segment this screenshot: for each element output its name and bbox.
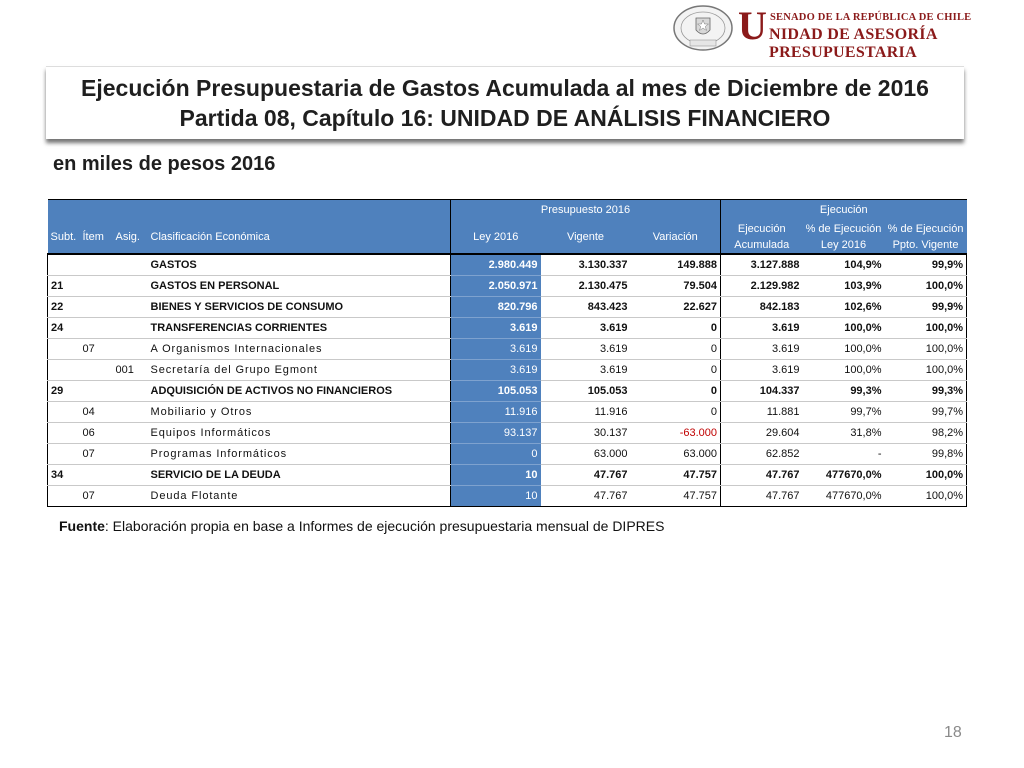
- cell-subt: [48, 360, 80, 381]
- table-row: [48, 318, 967, 339]
- budget-table-wrap: [47, 199, 966, 507]
- cell-desc: Deuda Flotante: [148, 486, 451, 507]
- cell-vigente: 2.130.475: [541, 276, 631, 297]
- page-title: Ejecución Presupuestaria de Gastos Acumulada al mes de Diciembre de 2016: [81, 75, 929, 101]
- table-row: [48, 423, 967, 444]
- col-header-pct-vig-l1: % de Ejecución: [887, 222, 964, 235]
- cell-ley: 3.619: [451, 360, 541, 381]
- cell-variacion: 47.757: [631, 486, 721, 507]
- cell-subt: 29: [48, 381, 80, 402]
- col-header-ejec-acum: [721, 220, 803, 254]
- title-box: [46, 66, 964, 139]
- cell-desc: Mobiliario y Otros: [148, 402, 451, 423]
- cell-pct-ley: 31,8%: [803, 423, 885, 444]
- cell-pct-ley: 100,0%: [803, 360, 885, 381]
- cell-asig: [113, 486, 148, 507]
- col-header-pct-vig: [885, 220, 967, 254]
- cell-pct-ley: 99,3%: [803, 381, 885, 402]
- cell-pct-vig: 100,0%: [885, 465, 967, 486]
- cell-variacion: 0: [631, 402, 721, 423]
- cell-variacion: 0: [631, 381, 721, 402]
- cell-asig: [113, 254, 148, 276]
- cell-vigente: 3.619: [541, 360, 631, 381]
- cell-ley: 93.137: [451, 423, 541, 444]
- table-row: [48, 254, 967, 276]
- col-header-item: Ítem: [80, 220, 113, 254]
- cell-ley: 11.916: [451, 402, 541, 423]
- cell-asig: [113, 297, 148, 318]
- cell-ley: 10: [451, 465, 541, 486]
- cell-vigente: 105.053: [541, 381, 631, 402]
- cell-vigente: 30.137: [541, 423, 631, 444]
- cell-desc: TRANSFERENCIAS CORRIENTES: [148, 318, 451, 339]
- cell-pct-vig: 100,0%: [885, 486, 967, 507]
- cell-item: 07: [80, 444, 113, 465]
- cell-variacion: 149.888: [631, 254, 721, 276]
- cell-ley: 10: [451, 486, 541, 507]
- cell-ejec: 2.129.982: [721, 276, 803, 297]
- cell-item: 04: [80, 402, 113, 423]
- cell-asig: [113, 444, 148, 465]
- cell-item: 07: [80, 486, 113, 507]
- cell-ejec: 47.767: [721, 486, 803, 507]
- brand-initial: U: [738, 3, 767, 48]
- table-row: [48, 402, 967, 423]
- cell-desc: ADQUISICIÓN DE ACTIVOS NO FINANCIEROS: [148, 381, 451, 402]
- cell-asig: [113, 402, 148, 423]
- cell-ejec: 29.604: [721, 423, 803, 444]
- cell-subt: [48, 254, 80, 276]
- cell-ejec: 3.619: [721, 360, 803, 381]
- cell-vigente: 3.130.337: [541, 254, 631, 276]
- units-subtitle: en miles de pesos 2016: [53, 153, 276, 175]
- cell-variacion: 63.000: [631, 444, 721, 465]
- cell-pct-ley: 100,0%: [803, 318, 885, 339]
- cell-subt: [48, 402, 80, 423]
- cell-pct-ley: 477670,0%: [803, 465, 885, 486]
- cell-pct-ley: 103,9%: [803, 276, 885, 297]
- cell-variacion: 47.757: [631, 465, 721, 486]
- cell-pct-ley: 104,9%: [803, 254, 885, 276]
- senado-logo: [672, 3, 1017, 61]
- cell-ley: 2.980.449: [451, 254, 541, 276]
- cell-asig: [113, 423, 148, 444]
- col-header-pct-ley: [803, 220, 885, 254]
- cell-pct-vig: 100,0%: [885, 276, 967, 297]
- cell-pct-vig: 99,8%: [885, 444, 967, 465]
- cell-ejec: 47.767: [721, 465, 803, 486]
- page-number: 18: [944, 724, 962, 741]
- cell-desc: A Organismos Internacionales: [148, 339, 451, 360]
- cell-subt: 34: [48, 465, 80, 486]
- cell-ejec: 3.619: [721, 318, 803, 339]
- table-row: [48, 276, 967, 297]
- col-header-ley: Ley 2016: [451, 220, 541, 254]
- cell-item: [80, 465, 113, 486]
- col-header-asig: Asig.: [113, 220, 148, 254]
- cell-subt: 22: [48, 297, 80, 318]
- cell-desc: Programas Informáticos: [148, 444, 451, 465]
- cell-asig: [113, 276, 148, 297]
- cell-vigente: 3.619: [541, 339, 631, 360]
- cell-item: 06: [80, 423, 113, 444]
- cell-item: [80, 276, 113, 297]
- cell-item: [80, 360, 113, 381]
- table-row: [48, 339, 967, 360]
- cell-ley: 820.796: [451, 297, 541, 318]
- budget-table: [47, 199, 967, 507]
- cell-ley: 3.619: [451, 318, 541, 339]
- source-footnote: [59, 518, 664, 534]
- cell-item: [80, 318, 113, 339]
- footnote-text: : Elaboración propia en base a Informes de ejecución presupuestaria mensual de DIPRES: [104, 518, 665, 534]
- cell-desc: Secretaría del Grupo Egmont: [148, 360, 451, 381]
- table-row: [48, 297, 967, 318]
- cell-subt: 24: [48, 318, 80, 339]
- cell-asig: [113, 318, 148, 339]
- cell-pct-vig: 99,3%: [885, 381, 967, 402]
- cell-ejec: 104.337: [721, 381, 803, 402]
- cell-subt: 21: [48, 276, 80, 297]
- cell-pct-ley: 99,7%: [803, 402, 885, 423]
- col-header-clasificacion: Clasificación Económica: [148, 220, 451, 254]
- cell-desc: GASTOS EN PERSONAL: [148, 276, 451, 297]
- cell-variacion: 79.504: [631, 276, 721, 297]
- cell-ejec: 3.127.888: [721, 254, 803, 276]
- cell-pct-ley: 102,6%: [803, 297, 885, 318]
- cell-item: 07: [80, 339, 113, 360]
- cell-vigente: 843.423: [541, 297, 631, 318]
- cell-vigente: 11.916: [541, 402, 631, 423]
- cell-pct-vig: 99,7%: [885, 402, 967, 423]
- table-row: [48, 444, 967, 465]
- cell-vigente: 47.767: [541, 486, 631, 507]
- cell-variacion: 22.627: [631, 297, 721, 318]
- cell-pct-vig: 99,9%: [885, 297, 967, 318]
- cell-desc: SERVICIO DE LA DEUDA: [148, 465, 451, 486]
- cell-desc: Equipos Informáticos: [148, 423, 451, 444]
- cell-asig: [113, 339, 148, 360]
- cell-variacion: 0: [631, 360, 721, 381]
- table-row: [48, 360, 967, 381]
- cell-pct-vig: 98,2%: [885, 423, 967, 444]
- cell-vigente: 63.000: [541, 444, 631, 465]
- cell-subt: [48, 339, 80, 360]
- table-row: [48, 381, 967, 402]
- cell-variacion: 0: [631, 318, 721, 339]
- header-blank: [48, 200, 451, 221]
- cell-vigente: 3.619: [541, 318, 631, 339]
- cell-vigente: 47.767: [541, 465, 631, 486]
- cell-pct-ley: 100,0%: [803, 339, 885, 360]
- cell-ejec: 62.852: [721, 444, 803, 465]
- header-presupuesto: Presupuesto 2016: [451, 200, 721, 221]
- cell-desc: GASTOS: [148, 254, 451, 276]
- cell-item: [80, 254, 113, 276]
- header-ejecucion: Ejecución: [721, 200, 967, 221]
- cell-pct-vig: 99,9%: [885, 254, 967, 276]
- col-header-subt: Subt.: [48, 220, 80, 254]
- col-header-variacion: Variación: [631, 220, 721, 254]
- cell-subt: [48, 486, 80, 507]
- cell-item: [80, 297, 113, 318]
- senado-seal-icon: [672, 4, 734, 52]
- cell-asig: 001: [113, 360, 148, 381]
- cell-asig: [113, 465, 148, 486]
- cell-ley: 2.050.971: [451, 276, 541, 297]
- cell-subt: [48, 423, 80, 444]
- table-row: [48, 465, 967, 486]
- col-header-pct-vig-l2: Ppto. Vigente: [892, 238, 959, 251]
- cell-variacion: -63.000: [631, 423, 721, 444]
- cell-ejec: 842.183: [721, 297, 803, 318]
- brand-senado-label: SENADO DE LA REPÚBLICA DE CHILE: [770, 12, 972, 23]
- budget-table-body: [48, 254, 967, 507]
- cell-pct-vig: 100,0%: [885, 318, 967, 339]
- col-header-ejec-acum-l1: Ejecución: [737, 222, 786, 235]
- cell-asig: [113, 381, 148, 402]
- cell-item: [80, 381, 113, 402]
- col-header-pct-ley-l2: Ley 2016: [820, 238, 867, 251]
- col-header-vigente: Vigente: [541, 220, 631, 254]
- brand-unit-label: NIDAD DE ASESORÍA PRESUPUESTARIA: [769, 26, 937, 61]
- cell-ejec: 3.619: [721, 339, 803, 360]
- cell-subt: [48, 444, 80, 465]
- cell-ejec: 11.881: [721, 402, 803, 423]
- cell-pct-ley: -: [803, 444, 885, 465]
- cell-pct-ley: 477670,0%: [803, 486, 885, 507]
- cell-pct-vig: 100,0%: [885, 339, 967, 360]
- page-subtitle-partida: Partida 08, Capítulo 16: UNIDAD DE ANÁLISIS FINANCIERO: [179, 105, 831, 131]
- table-row: [48, 486, 967, 507]
- footnote-label: Fuente: [59, 518, 105, 534]
- cell-desc: BIENES Y SERVICIOS DE CONSUMO: [148, 297, 451, 318]
- cell-variacion: 0: [631, 339, 721, 360]
- col-header-pct-ley-l1: % de Ejecución: [805, 222, 882, 235]
- cell-ley: 105.053: [451, 381, 541, 402]
- cell-pct-vig: 100,0%: [885, 360, 967, 381]
- col-header-ejec-acum-l2: Acumulada: [734, 238, 790, 251]
- cell-ley: 3.619: [451, 339, 541, 360]
- cell-ley: 0: [451, 444, 541, 465]
